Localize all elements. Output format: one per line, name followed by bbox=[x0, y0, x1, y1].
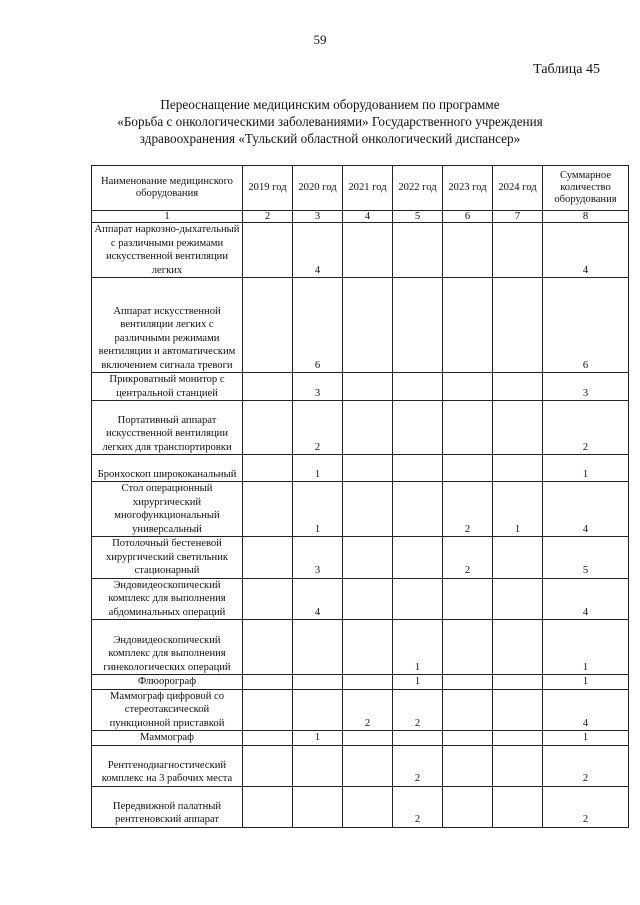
table-row bbox=[92, 689, 629, 731]
table-row bbox=[92, 786, 629, 827]
table-row bbox=[92, 745, 629, 786]
year-quantity-cell bbox=[243, 689, 293, 731]
equipment-name: Бронхоскоп ширококанальный bbox=[92, 455, 243, 482]
year-quantity-cell bbox=[293, 786, 343, 827]
page-number: 59 bbox=[313, 32, 327, 47]
year-quantity-cell bbox=[243, 731, 293, 746]
year-quantity-cell bbox=[443, 223, 493, 278]
year-quantity-cell bbox=[493, 786, 543, 827]
column-number: 5 bbox=[393, 211, 443, 223]
total-quantity-cell: 1 bbox=[543, 620, 629, 675]
year-quantity-cell bbox=[493, 689, 543, 731]
title-line-3: здравоохранения «Тульский областной онкологический диспансер» bbox=[139, 131, 521, 146]
column-number-row bbox=[92, 211, 629, 223]
year-quantity-cell: 1 bbox=[293, 455, 343, 482]
year-quantity-cell bbox=[443, 731, 493, 746]
table-row bbox=[92, 401, 629, 455]
table-row bbox=[92, 731, 629, 746]
total-quantity-cell: 1 bbox=[543, 731, 629, 746]
table-row bbox=[92, 578, 629, 620]
year-quantity-cell bbox=[443, 578, 493, 620]
year-quantity-cell: 2 bbox=[393, 786, 443, 827]
total-quantity-cell: 4 bbox=[543, 223, 629, 278]
column-number: 8 bbox=[543, 211, 629, 223]
year-quantity-cell bbox=[443, 675, 493, 690]
year-quantity-cell bbox=[243, 537, 293, 579]
column-number: 4 bbox=[343, 211, 393, 223]
year-quantity-cell: 6 bbox=[293, 278, 343, 373]
year-quantity-cell bbox=[393, 401, 443, 455]
year-quantity-cell bbox=[443, 373, 493, 401]
total-quantity-cell: 4 bbox=[543, 578, 629, 620]
table-row bbox=[92, 537, 629, 579]
table-row bbox=[92, 373, 629, 401]
equipment-table bbox=[91, 165, 629, 828]
year-quantity-cell: 3 bbox=[293, 373, 343, 401]
year-quantity-cell bbox=[443, 745, 493, 786]
total-quantity-cell: 1 bbox=[543, 455, 629, 482]
equipment-name: Эндовидеоскопический комплекс для выполнения гинекологических операций bbox=[92, 620, 243, 675]
column-number: 6 bbox=[443, 211, 493, 223]
header-2019: 2019 год bbox=[243, 166, 293, 211]
table-label: Таблица 45 bbox=[533, 62, 600, 77]
year-quantity-cell bbox=[243, 223, 293, 278]
equipment-name: Аппарат наркозно-дыхательный с различными режимами искусственной вентиляции легких bbox=[92, 223, 243, 278]
header-2024: 2024 год bbox=[493, 166, 543, 211]
header-row bbox=[92, 166, 629, 211]
year-quantity-cell bbox=[343, 373, 393, 401]
equipment-name: Маммограф bbox=[92, 731, 243, 746]
year-quantity-cell: 2 bbox=[293, 401, 343, 455]
year-quantity-cell: 1 bbox=[293, 731, 343, 746]
equipment-name: Передвижной палатный рентгеновский аппарат bbox=[92, 786, 243, 827]
year-quantity-cell bbox=[243, 278, 293, 373]
year-quantity-cell bbox=[393, 223, 443, 278]
year-quantity-cell bbox=[343, 675, 393, 690]
table-row bbox=[92, 675, 629, 690]
year-quantity-cell: 2 bbox=[443, 482, 493, 537]
year-quantity-cell: 2 bbox=[443, 537, 493, 579]
table-row bbox=[92, 278, 629, 373]
year-quantity-cell bbox=[493, 675, 543, 690]
year-quantity-cell bbox=[493, 455, 543, 482]
year-quantity-cell bbox=[343, 620, 393, 675]
column-number: 1 bbox=[92, 211, 243, 223]
year-quantity-cell bbox=[393, 373, 443, 401]
year-quantity-cell bbox=[393, 278, 443, 373]
year-quantity-cell bbox=[343, 278, 393, 373]
year-quantity-cell: 1 bbox=[393, 675, 443, 690]
year-quantity-cell bbox=[243, 786, 293, 827]
year-quantity-cell: 1 bbox=[493, 482, 543, 537]
equipment-name: Аппарат искусственной вентиляции легких с различными режимами вентиляции и автоматическим включением сигнала тревоги bbox=[92, 278, 243, 373]
year-quantity-cell: 1 bbox=[393, 620, 443, 675]
equipment-name: Портативный аппарат искусственной вентиляции легких для транспортировки bbox=[92, 401, 243, 455]
equipment-name: Стол операционный хирургический многофункциональный универсальный bbox=[92, 482, 243, 537]
total-quantity-cell: 1 bbox=[543, 675, 629, 690]
table-row bbox=[92, 455, 629, 482]
year-quantity-cell: 2 bbox=[343, 689, 393, 731]
header-2022: 2022 год bbox=[393, 166, 443, 211]
year-quantity-cell bbox=[343, 223, 393, 278]
year-quantity-cell bbox=[243, 745, 293, 786]
year-quantity-cell bbox=[243, 620, 293, 675]
year-quantity-cell: 4 bbox=[293, 578, 343, 620]
year-quantity-cell bbox=[243, 578, 293, 620]
year-quantity-cell bbox=[293, 689, 343, 731]
year-quantity-cell bbox=[243, 675, 293, 690]
year-quantity-cell bbox=[493, 373, 543, 401]
year-quantity-cell: 3 bbox=[293, 537, 343, 579]
year-quantity-cell bbox=[443, 689, 493, 731]
total-quantity-cell: 6 bbox=[543, 278, 629, 373]
document-title bbox=[60, 96, 600, 147]
year-quantity-cell bbox=[443, 401, 493, 455]
year-quantity-cell bbox=[493, 745, 543, 786]
equipment-name: Рентгенодиагностический комплекс на 3 рабочих места bbox=[92, 745, 243, 786]
header-name: Наименование медицинского оборудования bbox=[92, 166, 243, 211]
year-quantity-cell bbox=[493, 578, 543, 620]
equipment-name: Флюорограф bbox=[92, 675, 243, 690]
total-quantity-cell: 2 bbox=[543, 745, 629, 786]
year-quantity-cell bbox=[343, 731, 393, 746]
column-number: 7 bbox=[493, 211, 543, 223]
header-2020: 2020 год bbox=[293, 166, 343, 211]
year-quantity-cell bbox=[343, 578, 393, 620]
year-quantity-cell bbox=[393, 455, 443, 482]
total-quantity-cell: 4 bbox=[543, 482, 629, 537]
total-quantity-cell: 3 bbox=[543, 373, 629, 401]
year-quantity-cell bbox=[243, 373, 293, 401]
equipment-name: Потолочный бестеневой хирургический светильник стационарный bbox=[92, 537, 243, 579]
year-quantity-cell bbox=[493, 731, 543, 746]
year-quantity-cell bbox=[343, 455, 393, 482]
year-quantity-cell bbox=[393, 482, 443, 537]
equipment-name: Эндовидеоскопический комплекс для выполнения абдоминальных операций bbox=[92, 578, 243, 620]
year-quantity-cell bbox=[343, 401, 393, 455]
column-number: 2 bbox=[243, 211, 293, 223]
equipment-name: Прикроватный монитор с центральной станцией bbox=[92, 373, 243, 401]
total-quantity-cell: 5 bbox=[543, 537, 629, 579]
year-quantity-cell: 2 bbox=[393, 745, 443, 786]
year-quantity-cell bbox=[343, 745, 393, 786]
year-quantity-cell bbox=[393, 578, 443, 620]
table-row bbox=[92, 223, 629, 278]
year-quantity-cell bbox=[493, 537, 543, 579]
year-quantity-cell bbox=[443, 455, 493, 482]
year-quantity-cell bbox=[293, 620, 343, 675]
year-quantity-cell bbox=[493, 401, 543, 455]
total-quantity-cell: 4 bbox=[543, 689, 629, 731]
header-2021: 2021 год bbox=[343, 166, 393, 211]
year-quantity-cell bbox=[443, 786, 493, 827]
year-quantity-cell bbox=[293, 745, 343, 786]
year-quantity-cell bbox=[343, 537, 393, 579]
year-quantity-cell: 4 bbox=[293, 223, 343, 278]
total-quantity-cell: 2 bbox=[543, 786, 629, 827]
header-2023: 2023 год bbox=[443, 166, 493, 211]
year-quantity-cell: 2 bbox=[393, 689, 443, 731]
year-quantity-cell bbox=[493, 223, 543, 278]
column-number: 3 bbox=[293, 211, 343, 223]
year-quantity-cell bbox=[343, 482, 393, 537]
year-quantity-cell bbox=[393, 537, 443, 579]
year-quantity-cell bbox=[493, 278, 543, 373]
title-line-2: «Борьба с онкологическими заболеваниями» Государственного учреждения bbox=[117, 114, 543, 129]
year-quantity-cell bbox=[243, 401, 293, 455]
year-quantity-cell: 1 bbox=[293, 482, 343, 537]
year-quantity-cell bbox=[393, 731, 443, 746]
year-quantity-cell bbox=[243, 482, 293, 537]
table-row bbox=[92, 620, 629, 675]
equipment-name: Маммограф цифровой со стереотаксической пункционной приставкой bbox=[92, 689, 243, 731]
year-quantity-cell bbox=[243, 455, 293, 482]
year-quantity-cell bbox=[443, 278, 493, 373]
total-quantity-cell: 2 bbox=[543, 401, 629, 455]
year-quantity-cell bbox=[493, 620, 543, 675]
year-quantity-cell bbox=[443, 620, 493, 675]
header-total: Суммарное количество оборудования bbox=[543, 166, 629, 211]
table-row bbox=[92, 482, 629, 537]
title-line-1: Переоснащение медицинским оборудованием по программе bbox=[160, 97, 500, 112]
year-quantity-cell bbox=[343, 786, 393, 827]
year-quantity-cell bbox=[293, 675, 343, 690]
